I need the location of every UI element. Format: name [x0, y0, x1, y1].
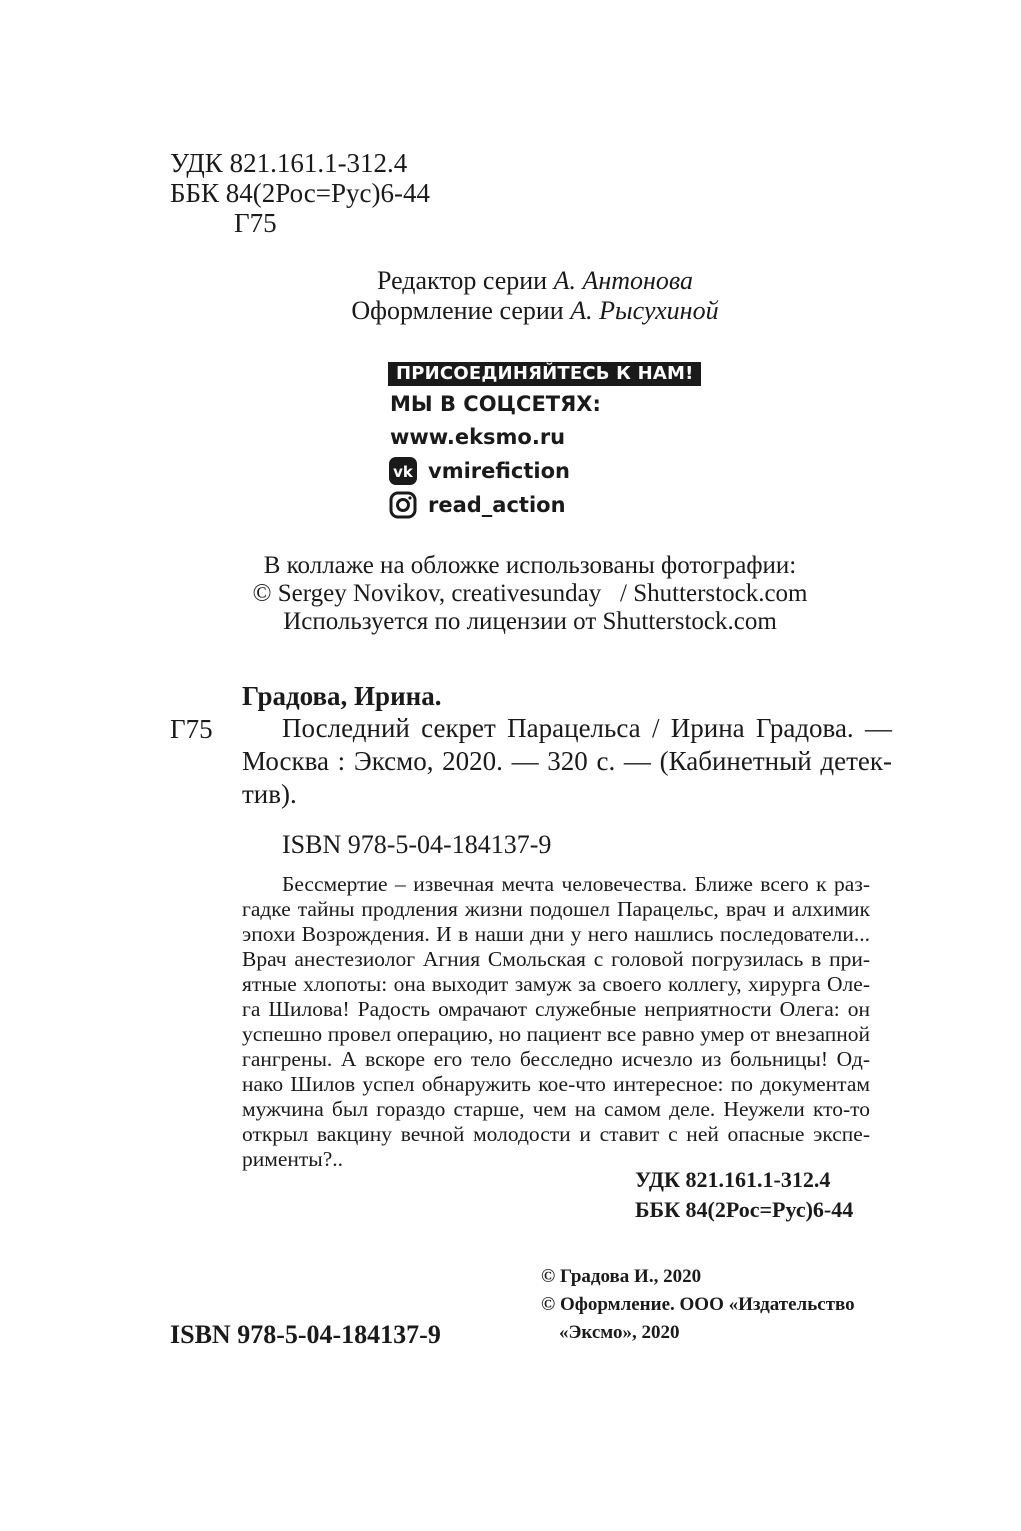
bottom-classification — [635, 1165, 853, 1225]
instagram-row[interactable] — [388, 490, 701, 520]
annotation-line: открыл вакцину вечной молодости и ставит с ней опасные экспе- — [242, 1122, 870, 1146]
vk-handle[interactable]: vmirefiction — [428, 459, 570, 483]
bib-line-3: тив). — [242, 779, 297, 809]
svg-text:vk: vk — [393, 463, 413, 481]
bottom-bbk: ББК 84(2Рос=Рус)6-44 — [635, 1197, 854, 1222]
vk-row[interactable] — [388, 456, 701, 486]
annotation-line: гадке тайны продления жизни подошел Парацельс, врач и алхимик — [242, 897, 870, 921]
udk-code: УДК 821.161.1-312.4 — [170, 148, 408, 178]
copyright-block — [541, 1263, 855, 1347]
bib-author-mark: Г75 — [170, 714, 213, 744]
cover-credits-line-3: Используется по лицензии от Shutterstock.com — [283, 608, 777, 635]
bottom-udk: УДК 821.161.1-312.4 — [635, 1167, 831, 1192]
website-link[interactable]: www.eksmo.ru — [390, 425, 566, 449]
vk-icon — [388, 456, 418, 486]
bibliographic-entry — [242, 712, 892, 811]
isbn-mid: ISBN 978-5-04-184137-9 — [282, 830, 552, 859]
author-heading: Градова, Ирина. — [242, 681, 442, 711]
annotation-line: га Шилова! Радость омрачают служебные неприятности Олега: он — [242, 997, 870, 1021]
social-block — [388, 362, 701, 520]
copyright-author: © Градова И., 2020 — [541, 1266, 702, 1287]
annotation-line: гангрены. А вскоре его тело бесследно исчезло из больницы! Од- — [242, 1047, 870, 1071]
series-editor: Редактор серии А. Антонова — [376, 266, 694, 295]
author-mark: Г75 — [234, 208, 277, 238]
annotation-line: ятные хлопоты: она выходит замуж за своего коллегу, хирурга Оле- — [242, 972, 870, 996]
annotation — [242, 872, 870, 1172]
cover-credits-line-2: © Sergey Novikov, creativesunday / Shutterstock.com — [252, 580, 808, 607]
annotation-line: рименты?.. — [242, 1147, 344, 1171]
annotation-line: нако Шилов успел обнаружить кое-что интересное: по документам — [242, 1072, 870, 1096]
annotation-line: эпохи Возрождения. И в наши дни у него нашлись последователи... — [242, 922, 870, 946]
cover-credits-line-1: В коллаже на обложке использованы фотографии: — [263, 552, 797, 579]
annotation-line: мужчина был гораздо старше, чем на самом деле. Неужели кто-то — [242, 1097, 870, 1121]
annotation-line: Врач анестезиолог Агния Смольская с головой погрузилась в при- — [242, 947, 870, 971]
bib-line-1: Последний секрет Парацельса / Ирина Градова. — — [282, 713, 892, 743]
cover-credits — [180, 552, 880, 636]
bib-line-2: Москва : Эксмо, 2020. — 320 с. — (Кабинетный детек- — [242, 746, 892, 776]
annotation-line: Бессмертие – извечная мечта человечества. Ближе всего к раз- — [282, 872, 870, 896]
series-design: Оформление серии А. Рысухиной — [351, 296, 719, 325]
copyright-design: © Оформление. ООО «Издательство — [541, 1294, 855, 1315]
instagram-handle[interactable]: read_action — [428, 493, 566, 517]
bbk-code: ББК 84(2Рос=Рус)6-44 — [170, 178, 430, 208]
annotation-line: успешно провел операцию, но пациент все равно умер от внезапной — [242, 1022, 870, 1046]
series-credits — [330, 266, 740, 326]
copyright-publisher: «Эксмо», 2020 — [559, 1322, 680, 1343]
isbn-bottom: ISBN 978-5-04-184137-9 — [170, 1320, 441, 1349]
social-subtitle: МЫ В СОЦСЕТЯХ: — [390, 392, 601, 416]
join-banner: ПРИСОЕДИНЯЙТЕСЬ К НАМ! — [388, 362, 701, 386]
top-classification — [170, 148, 430, 238]
instagram-icon — [388, 490, 418, 520]
